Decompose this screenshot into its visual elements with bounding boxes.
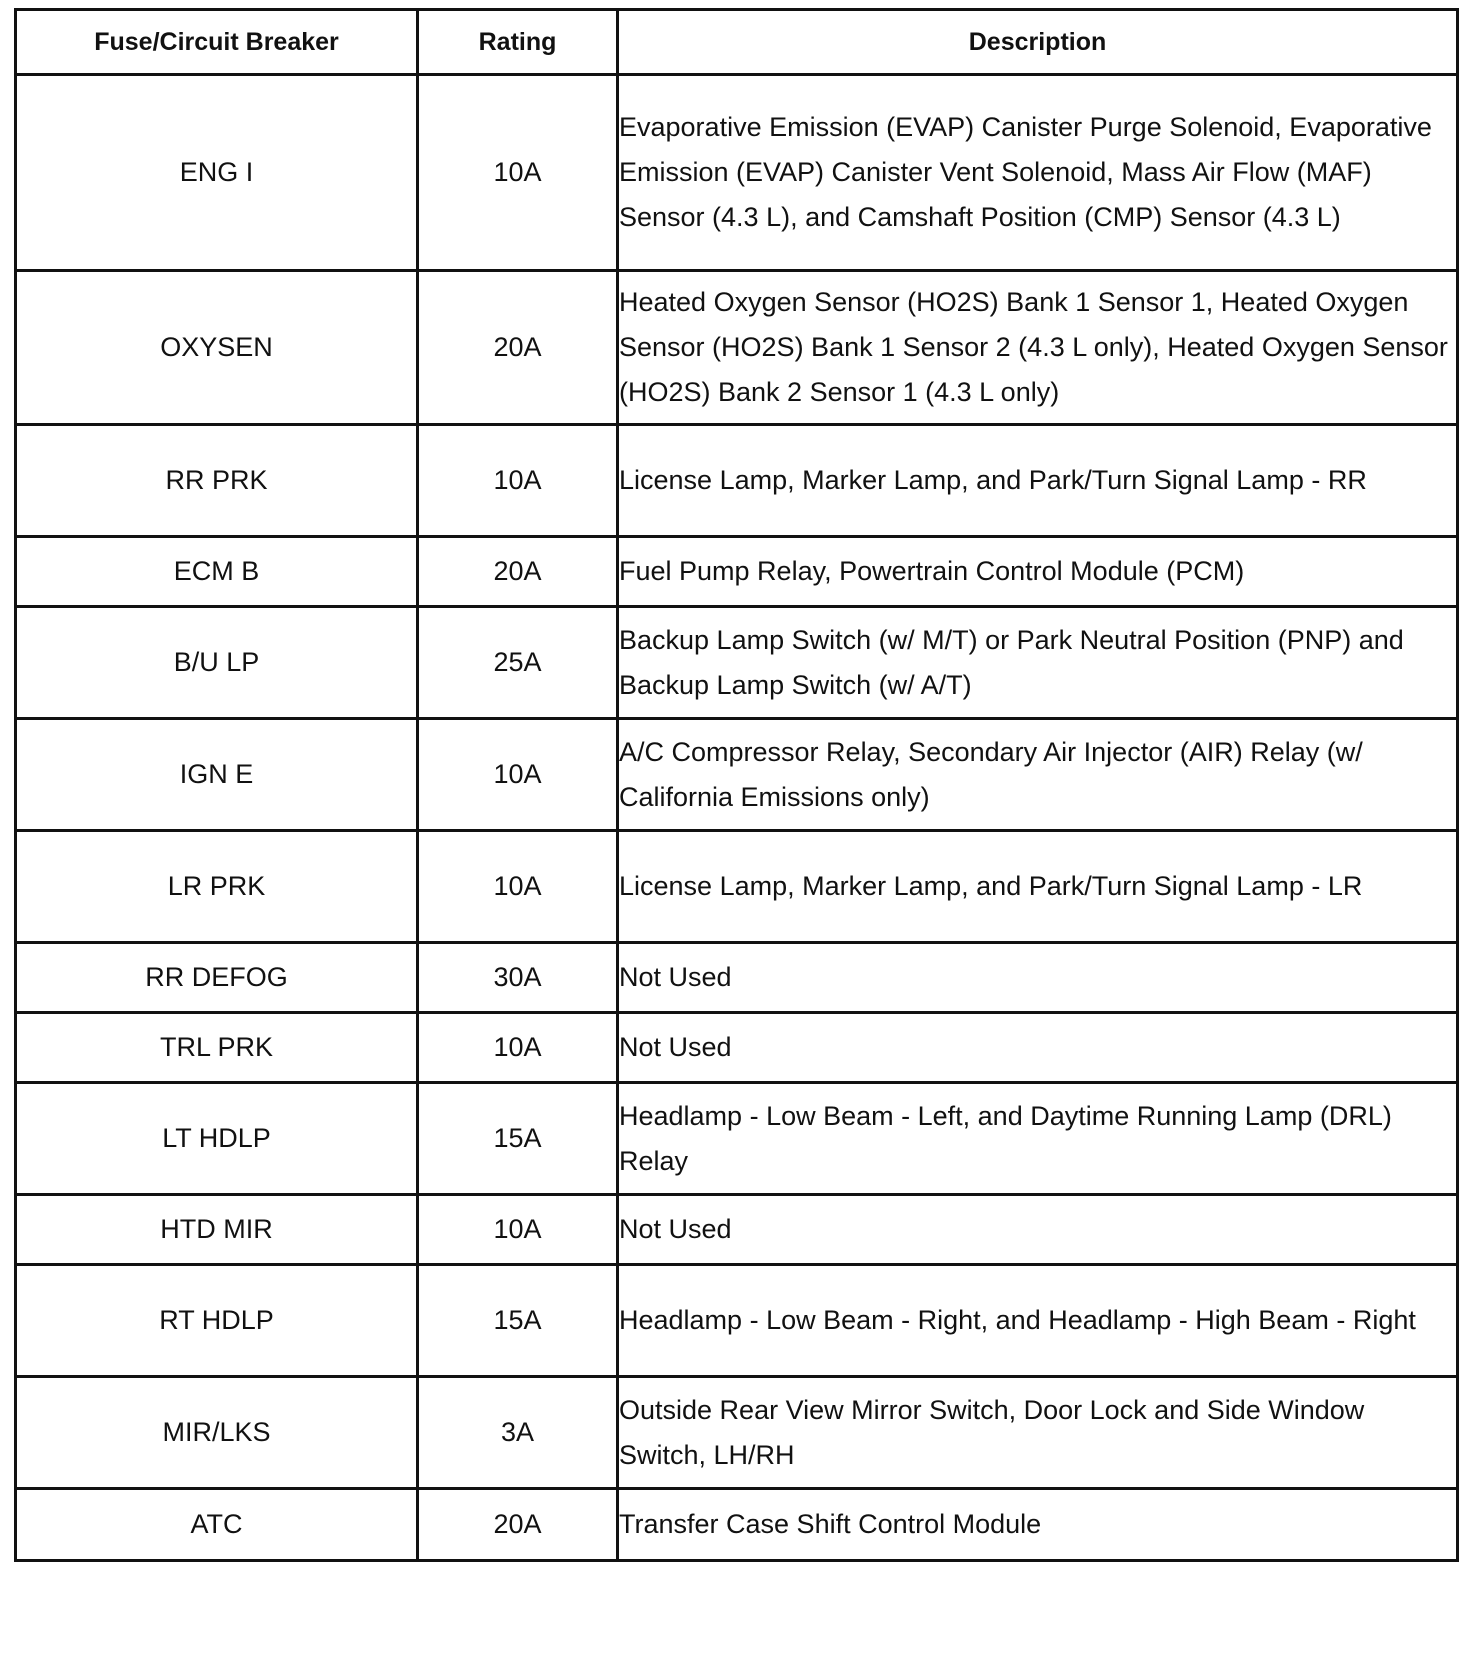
fuse-name: TRL PRK (16, 1013, 418, 1083)
table-row (16, 607, 1458, 719)
table-row (16, 1195, 1458, 1265)
fuse-rating: 10A (418, 1195, 618, 1265)
fuse-name: RR PRK (16, 425, 418, 537)
fuse-rating: 3A (418, 1377, 618, 1489)
fuse-rating: 10A (418, 719, 618, 831)
fuse-rating: 20A (418, 1489, 618, 1561)
table-row (16, 537, 1458, 607)
fuse-description: License Lamp, Marker Lamp, and Park/Turn Signal Lamp - RR (618, 425, 1458, 537)
fuse-name: IGN E (16, 719, 418, 831)
fuse-description: Transfer Case Shift Control Module (618, 1489, 1458, 1561)
table-row (16, 943, 1458, 1013)
fuse-name: B/U LP (16, 607, 418, 719)
header-row (16, 10, 1458, 75)
fuse-description: Heated Oxygen Sensor (HO2S) Bank 1 Sensor 1, Heated Oxygen Sensor (HO2S) Bank 1 Sensor 2 (4.3 L only), Heated Oxygen Sensor (HO2S) Bank 2 Sensor 1 (4.3 L only) (618, 271, 1458, 425)
fuse-name: RT HDLP (16, 1265, 418, 1377)
fuse-rating: 15A (418, 1083, 618, 1195)
fuse-name: ENG I (16, 75, 418, 271)
fuse-name: OXYSEN (16, 271, 418, 425)
fuse-name: MIR/LKS (16, 1377, 418, 1489)
fuse-description: Backup Lamp Switch (w/ M/T) or Park Neutral Position (PNP) and Backup Lamp Switch (w/ A/T) (618, 607, 1458, 719)
fuse-rating: 20A (418, 537, 618, 607)
fuse-rating: 20A (418, 271, 618, 425)
fuse-description: Not Used (618, 1195, 1458, 1265)
fuse-rating: 10A (418, 1013, 618, 1083)
fuse-rating: 10A (418, 75, 618, 271)
table-row (16, 719, 1458, 831)
fuse-rating: 30A (418, 943, 618, 1013)
table-row (16, 75, 1458, 271)
fuse-description: Not Used (618, 943, 1458, 1013)
fuse-name: ECM B (16, 537, 418, 607)
header-rating: Rating (418, 10, 618, 75)
header-fuse: Fuse/Circuit Breaker (16, 10, 418, 75)
table-row (16, 271, 1458, 425)
fuse-description: Not Used (618, 1013, 1458, 1083)
fuse-rating: 15A (418, 1265, 618, 1377)
fuse-table (14, 8, 1459, 1562)
fuse-description: A/C Compressor Relay, Secondary Air Injector (AIR) Relay (w/ California Emissions only) (618, 719, 1458, 831)
fuse-description: Headlamp - Low Beam - Left, and Daytime Running Lamp (DRL) Relay (618, 1083, 1458, 1195)
fuse-description: Fuel Pump Relay, Powertrain Control Module (PCM) (618, 537, 1458, 607)
fuse-rating: 10A (418, 425, 618, 537)
fuse-name: HTD MIR (16, 1195, 418, 1265)
fuse-name: ATC (16, 1489, 418, 1561)
fuse-rating: 25A (418, 607, 618, 719)
fuse-description: Outside Rear View Mirror Switch, Door Lock and Side Window Switch, LH/RH (618, 1377, 1458, 1489)
fuse-name: LT HDLP (16, 1083, 418, 1195)
fuse-description: Headlamp - Low Beam - Right, and Headlamp - High Beam - Right (618, 1265, 1458, 1377)
table-row (16, 425, 1458, 537)
fuse-description: License Lamp, Marker Lamp, and Park/Turn Signal Lamp - LR (618, 831, 1458, 943)
fuse-description: Evaporative Emission (EVAP) Canister Purge Solenoid, Evaporative Emission (EVAP) Canister Vent Solenoid, Mass Air Flow (MAF) Sensor (4.3 L), and Camshaft Position (CMP) Sensor (4.3 L) (618, 75, 1458, 271)
fuse-name: LR PRK (16, 831, 418, 943)
fuse-name: RR DEFOG (16, 943, 418, 1013)
fuse-rating: 10A (418, 831, 618, 943)
header-description: Description (618, 10, 1458, 75)
table-row (16, 1489, 1458, 1561)
table-row (16, 1265, 1458, 1377)
table-row (16, 1083, 1458, 1195)
table-row (16, 1377, 1458, 1489)
table-row (16, 1013, 1458, 1083)
table-row (16, 831, 1458, 943)
